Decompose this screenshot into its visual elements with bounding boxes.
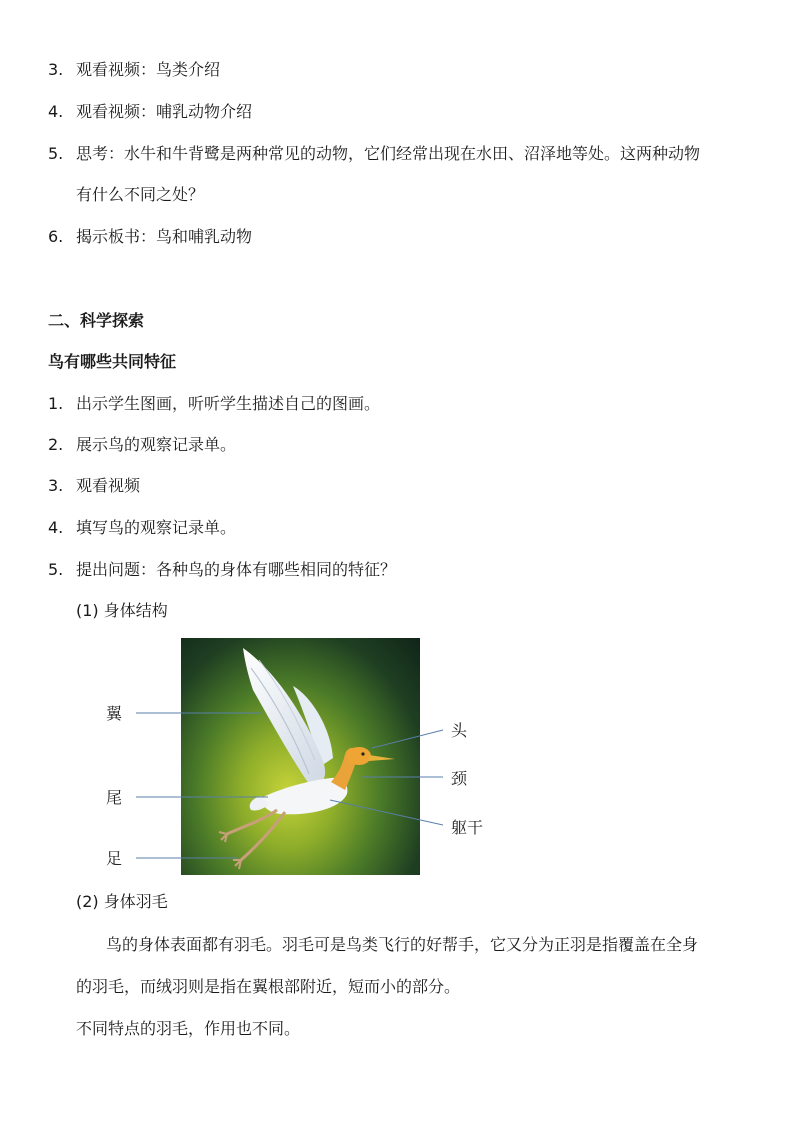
- item-number: 2.: [48, 435, 64, 454]
- item-number: 5.: [48, 560, 64, 579]
- item-text: 观看视频: [76, 476, 141, 495]
- label-wing: 翼: [106, 704, 123, 723]
- subheading-feathers: (2) 身体羽毛: [76, 892, 168, 911]
- item-text: 思考：水牛和牛背鹭是两种常见的动物，它们经常出现在水田、沼泽地等处。这两种动物: [76, 144, 701, 163]
- label-head: 头: [451, 721, 468, 740]
- label-foot: 足: [106, 849, 123, 868]
- bird-head: [347, 747, 371, 765]
- list-item: [48, 517, 236, 539]
- list-item-continuation: 有什么不同之处？: [76, 185, 205, 204]
- item-text: 填写鸟的观察记录单。: [76, 518, 237, 537]
- item-text: 观看视频：哺乳动物介绍: [76, 102, 253, 121]
- item-text: 观看视频：鸟类介绍: [76, 60, 221, 79]
- item-text: 提出问题：各种鸟的身体有哪些相同的特征？: [76, 560, 397, 579]
- paragraph-line: 不同特点的羽毛，作用也不同。: [76, 1019, 301, 1038]
- item-number: 4.: [48, 102, 64, 121]
- paragraph-line: 鸟的身体表面都有羽毛。羽毛可是鸟类飞行的好帮手，它又分为正羽是指覆盖在全身: [106, 935, 699, 954]
- label-trunk: 躯干: [451, 818, 484, 837]
- item-text: 出示学生图画，听听学生描述自己的图画。: [76, 394, 381, 413]
- subheading-body-structure: (1) 身体结构: [76, 601, 168, 620]
- item-number: 4.: [48, 518, 64, 537]
- item-text: 揭示板书：鸟和哺乳动物: [76, 227, 253, 246]
- item-number: 6.: [48, 227, 64, 246]
- subsection-title: 鸟有哪些共同特征: [48, 352, 177, 371]
- list-item: [48, 101, 252, 123]
- item-number: 5.: [48, 144, 64, 163]
- list-item: [48, 434, 236, 456]
- section-title: 二、科学探索: [48, 311, 145, 330]
- label-tail: 尾: [106, 788, 123, 807]
- label-neck: 颈: [451, 769, 468, 788]
- bird-beak: [369, 755, 395, 761]
- item-number: 3.: [48, 476, 64, 495]
- egret-illustration: [181, 638, 420, 875]
- list-item: [48, 226, 252, 248]
- item-text: 展示鸟的观察记录单。: [76, 435, 237, 454]
- list-item: [48, 59, 220, 81]
- list-item: [48, 393, 380, 415]
- item-number: 3.: [48, 60, 64, 79]
- item-number: 1.: [48, 394, 64, 413]
- list-item: [48, 143, 700, 165]
- paragraph-line: 的羽毛，而绒羽则是指在翼根部附近，短而小的部分。: [76, 977, 461, 996]
- list-item: [48, 475, 140, 497]
- bird-photo: [181, 638, 420, 875]
- list-item: [48, 559, 396, 581]
